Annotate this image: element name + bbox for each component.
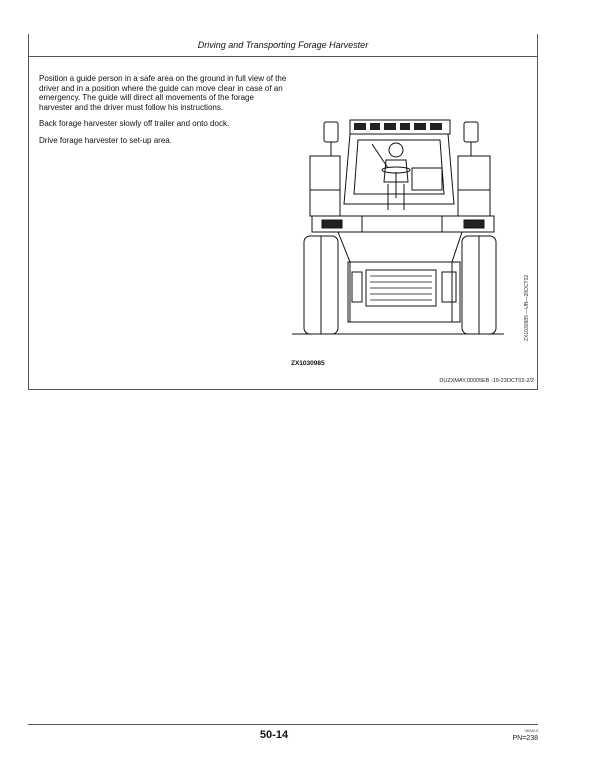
page-number: 50-14 [259, 729, 289, 741]
instruction-text [39, 74, 289, 153]
figure-id: ZX1030985 [291, 360, 325, 367]
paragraph-back-off: Back forage harvester slowly off trailer and onto dock. [39, 119, 230, 129]
paragraph-guide: Position a guide person in a safe area on the ground in full view of the driver and in a position where the guide can move clear in case of an emergency. The guide will direct all movements of the forage harvester and the driver must follow his instructions. [39, 74, 287, 112]
paragraph-drive: Drive forage harvester to set-up area. [39, 135, 172, 145]
section-title: Driving and Transporting Forage Harvester [197, 40, 369, 50]
footer-rule [28, 724, 538, 725]
forage-harvester-illustration [292, 112, 504, 342]
footer-small-code: 062813 [524, 728, 538, 733]
document-code: DUZXMAY,00005EB -19-23OCT02-2/2 [439, 378, 534, 384]
pn-number: PN=238 [512, 735, 538, 742]
